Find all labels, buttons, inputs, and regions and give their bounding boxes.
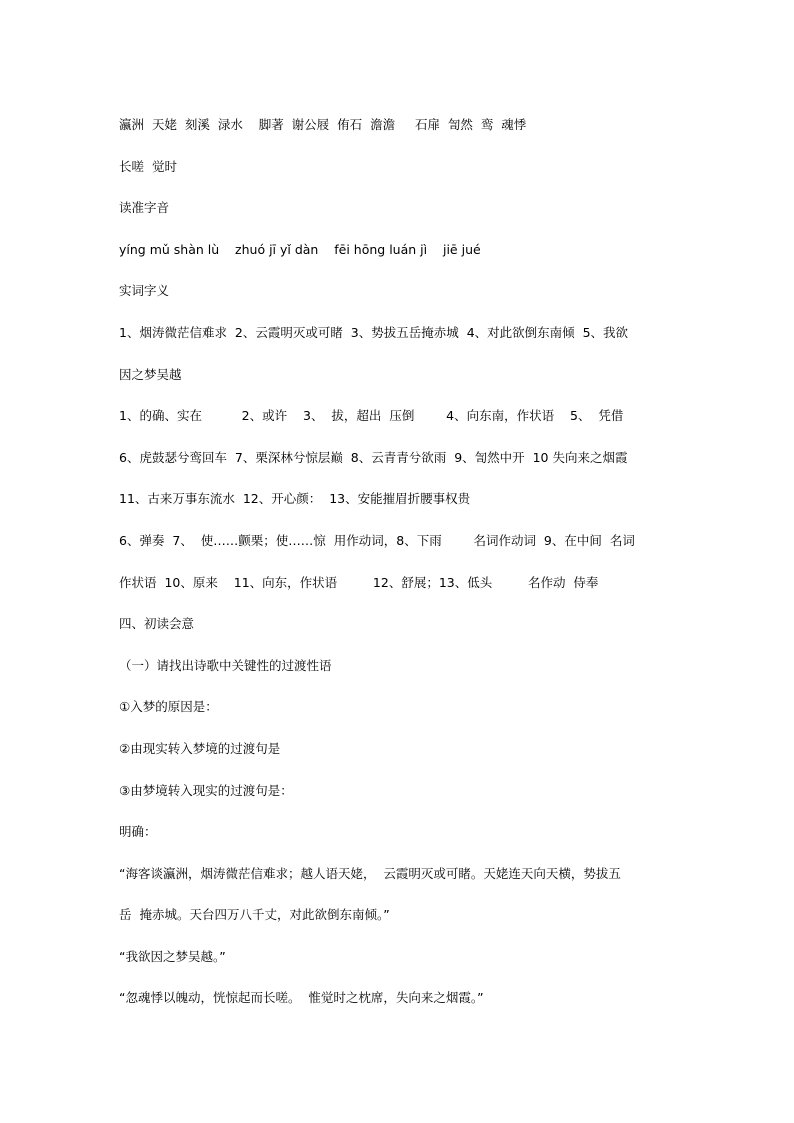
question-line: 因之梦吴越: [119, 366, 182, 382]
prompt-line: ②由现实转入梦境的过渡句是: [119, 740, 281, 756]
quote-line: “忽魂悸以魄动，恍惊起而长嗟。 惟觉时之枕席，失向来之烟霞。”: [119, 990, 484, 1006]
answer-line: 作状语 10、原来 11、向东，作状语 12、舒展；13、低头 名作动 侍奉: [119, 574, 599, 590]
section-heading: 读准字音: [119, 200, 170, 216]
answer-line: 1、的确、实在 2、或许 3、 拔，超出 压倒 4、向东南，作状语 5、 凭借: [119, 408, 624, 424]
quote-line: “海客谈瀛洲，烟涛微茫信难求；越人语天姥， 云霞明灭或可睹。天姥连天向天横，势拔五: [119, 865, 621, 881]
subsection-heading: （一）请找出诗歌中关键性的过渡性语: [119, 657, 332, 673]
question-line: 11、古来万事东流水 12、开心颜： 13、安能摧眉折腰事权贵: [119, 491, 471, 507]
section-heading: 四、初读会意: [119, 616, 195, 632]
vocab-characters-line: 长嗟 觉时: [119, 158, 177, 174]
answer-line: 6、弹奏 7、 使……颤栗；使……惊 用作动词，8、下雨 名词作动词 9、在中间 名词: [119, 532, 635, 548]
prompt-line: ①入梦的原因是：: [119, 699, 218, 715]
answer-label: 明确：: [119, 824, 157, 840]
document-body: [119, 104, 689, 1019]
question-line: 1、烟涛微茫信难求 2、云霞明灭或可睹 3、势拔五岳掩赤城 4、对此欲倒东南倾 5、我欲: [119, 324, 629, 340]
section-heading: 实词字义: [119, 283, 170, 299]
vocab-characters-line: 瀛洲 天姥 刻溪 渌水 脚著 谢公屐 侑石 澹澹 石扉 訇然 鸾 魂悸: [119, 117, 527, 132]
question-line: 6、虎鼓瑟兮鸾回车 7、栗深林兮惊层巅 8、云青青兮欲雨 9、訇然中开 10 失向来之烟霞: [119, 449, 628, 465]
pinyin-line: yíng mǔ shàn lù zhuó jī yǐ dàn fēi hōng luán jì jiē jué: [119, 241, 481, 257]
prompt-line: ③由梦境转入现实的过渡句是：: [119, 782, 293, 798]
quote-line: “我欲因之梦吴越。”: [119, 948, 226, 964]
quote-line: 岳 掩赤城。天台四万八千丈，对此欲倒东南倾。”: [119, 907, 390, 923]
